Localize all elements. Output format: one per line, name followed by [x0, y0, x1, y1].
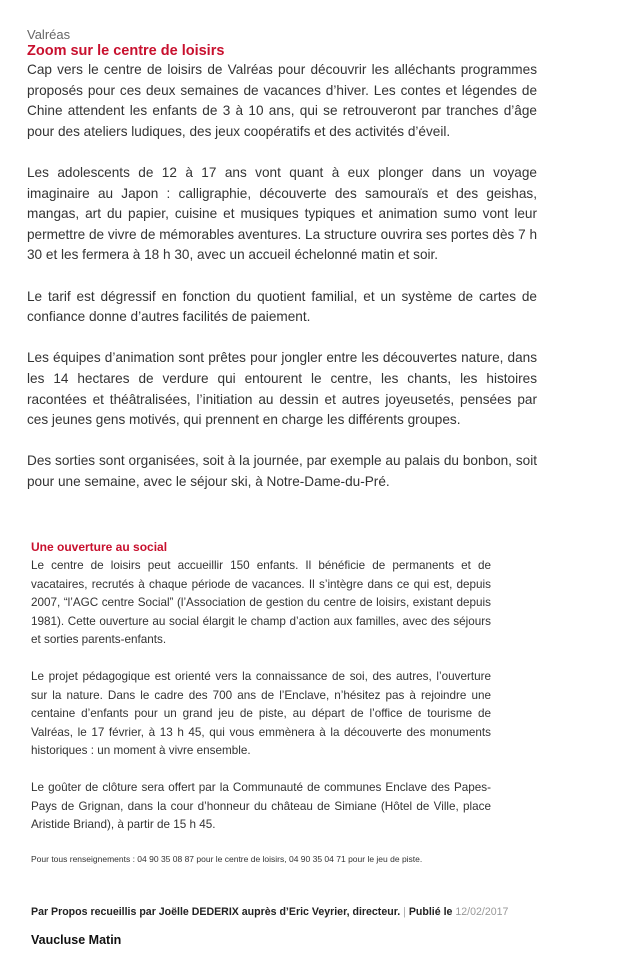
- byline-published-label: Publié le: [408, 906, 453, 918]
- contact-info: Pour tous renseignements : 04 90 35 08 87 pour le centre de loisirs, 04 90 35 04 71 pour le jeu de piste.: [31, 854, 423, 864]
- box-paragraph: Le projet pédagogique est orienté vers la connaissance de soi, des autres, l’ouverture sur la nature. Dans le cadre des 700 ans de l’Enclave, n’hésitez pas à rejoindre une centaine d’enfants pour un grand jeu de piste, au départ de l’office de tourisme de Valréas, le 17 février, à 13 h 45, qui vous emmènera à la découverte des monuments historiques : un moment à vivre ensemble.: [31, 670, 491, 757]
- byline-author: Par Propos recueillis par Joëlle DEDERIX auprès d’Eric Veyrier, directeur.: [31, 906, 401, 918]
- byline-separator: |: [403, 906, 406, 918]
- box-paragraph: Le goûter de clôture sera offert par la Communauté de communes Enclave des Papes-Pays de Grignan, dans la cour d’honneur du château de Simiane (Hôtel de Ville, place Aristide Briand), à partir de 15 h 45.: [31, 781, 491, 831]
- article-paragraph: Les équipes d’animation sont prêtes pour jongler entre les découvertes nature, dans les 14 hectares de verdure qui entourent le centre, les chants, les histoires racontées et théâtralisées, l’initiation au dessin et autres joyeusetés, pensées par ces jeunes gens motivés, qui prennent en charge les différents groupes.: [27, 350, 537, 428]
- box-paragraph: Le centre de loisirs peut accueillir 150 enfants. Il bénéficie de permanents et de vacataires, recrutés à chaque période de vacances. Il s’intègre dans ce qui est, depuis 2007, “l’AGC centre Social” (l’Association de gestion du centre de loisirs, existant depuis 1981). Cette ouverture au social élargit le champ d’action aux familles, avec des séjours et sorties parents-enfants.: [31, 559, 491, 646]
- source-publication: Vaucluse Matin: [31, 933, 122, 947]
- article-body: [27, 60, 537, 513]
- article-paragraph: Le tarif est dégressif en fonction du quotient familial, et un système de cartes de confiance donne d’autres facilités de paiement.: [27, 288, 537, 325]
- sidebar-box: [31, 557, 491, 865]
- article-location: Valréas: [27, 27, 71, 42]
- article-paragraph: Cap vers le centre de loisirs de Valréas pour découvrir les alléchants programmes proposés pour ces deux semaines de vacances d’hiver. Les contes et légendes de Chine attendent les enfants de 3 à 10 ans, qui se retrouveront par tranches d’âge pour des ateliers ludiques, des jeux coopératifs et des activités d’éveil.: [27, 62, 537, 139]
- box-subhead: Une ouverture au social: [31, 540, 168, 554]
- byline: [31, 906, 508, 918]
- article-paragraph: Les adolescents de 12 à 17 ans vont quant à eux plonger dans un voyage imaginaire au Japon : calligraphie, découverte des samouraïs et des geishas, mangas, art du papier, cuisine et musiques typiques et animation sumo vont leur permettre de vivre de mémorables aventures. La structure ouvrira ses portes dès 7 h 30 et les fermera à 18 h 30, avec un accueil échelonné matin et soir.: [27, 164, 538, 263]
- article-headline: Zoom sur le centre de loisirs: [27, 43, 225, 59]
- byline-date: 12/02/2017: [455, 906, 509, 918]
- article-paragraph: Des sorties sont organisées, soit à la journée, par exemple au palais du bonbon, soit pour une semaine, avec le séjour ski, à Notre-Dame-du-Pré.: [27, 453, 537, 489]
